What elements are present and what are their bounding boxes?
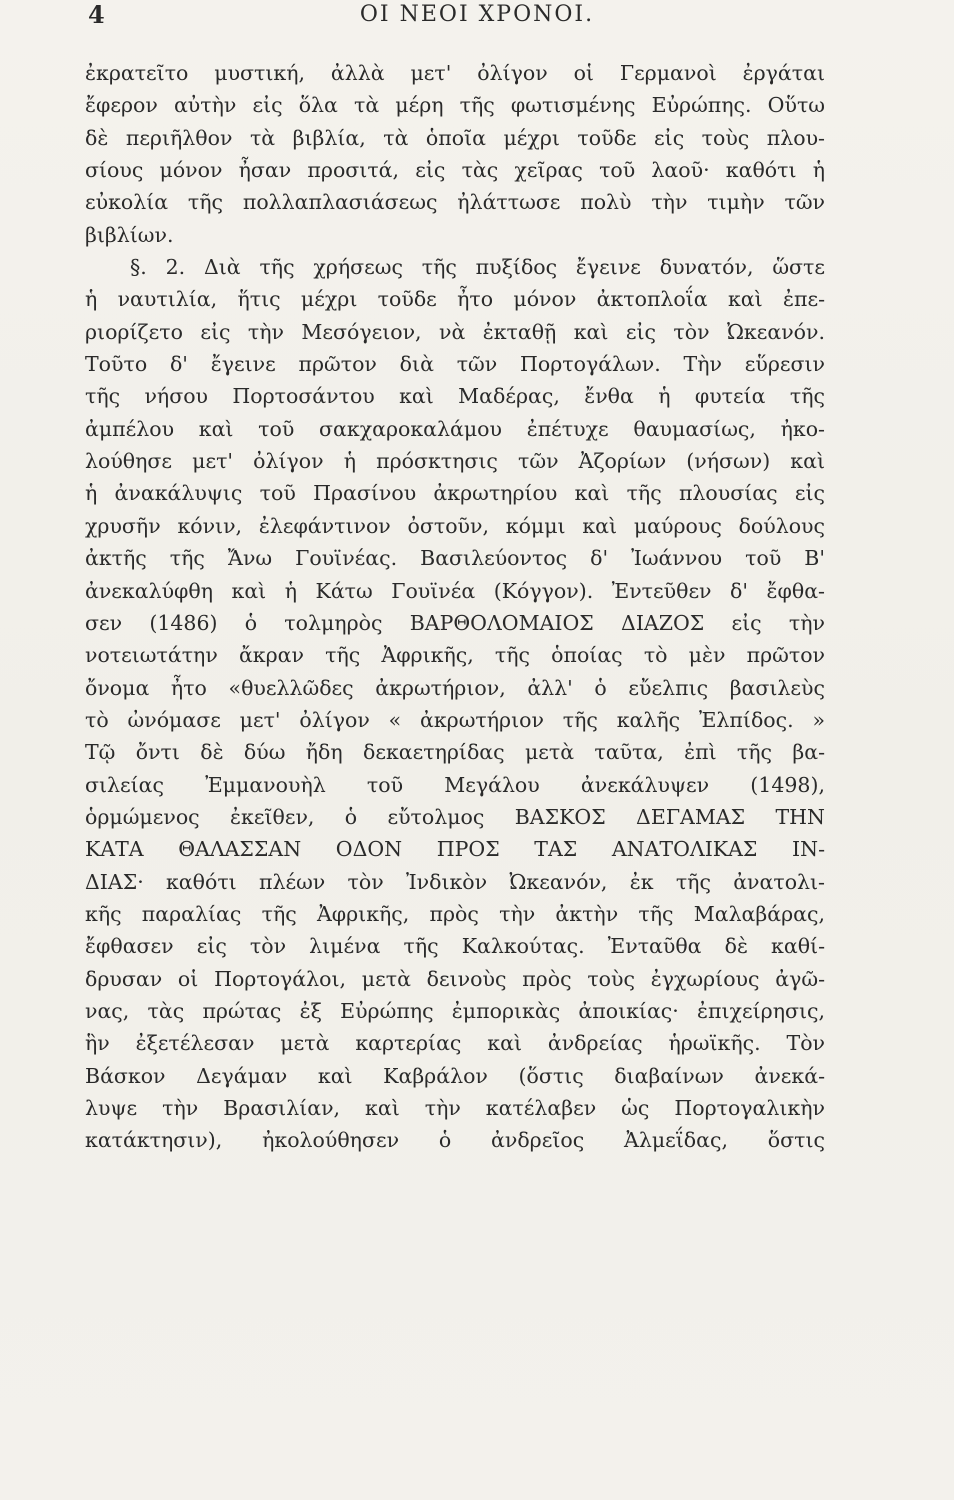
text-line: Βάσκον Δεγάμαν καὶ Καβράλον (ὅστις διαβαίνων ἀνεκά- bbox=[85, 1063, 825, 1088]
text-line: τὸ ὠνόμασε μετ' ὀλίγον « ἀκρωτήριον τῆς καλῆς Ἐλπίδος. » bbox=[85, 707, 825, 732]
text-line: εὐκολία τῆς πολλαπλασιάσεως ἠλάττωσε πολὺ τὴν τιμὴν τῶν bbox=[85, 190, 825, 215]
text-line: ἡ ναυτιλία, ἥτις μέχρι τοῦδε ἦτο μόνον ἀκτοπλοΐα καὶ ἐπε- bbox=[85, 287, 825, 312]
section-heading-line: §. 2. Διὰ τῆς χρήσεως τῆς πυξίδος ἔγεινε δυνατόν, ὥστε bbox=[130, 255, 825, 280]
text-line: ἔφερον αὐτὴν εἰς ὅλα τὰ μέρη τῆς φωτισμένης Εὐρώπης. Οὕτω bbox=[85, 93, 825, 118]
text-line: ΔΙΑΣ· καθότι πλέων τὸν Ἰνδικὸν Ὠκεανόν, ἐκ τῆς ἀνατολι- bbox=[85, 869, 825, 894]
text-line: σεν (1486) ὁ τολμηρὸς ΒΑΡΘΟΛΟΜΑΙΟΣ ΔΙΑΖΟΣ εἰς τὴν bbox=[85, 610, 825, 635]
page-number: 4 bbox=[88, 0, 105, 29]
text-line: Τῷ ὄντι δὲ δύω ἤδη δεκαετηρίδας μετὰ ταῦτα, ἐπὶ τῆς βα- bbox=[85, 740, 825, 765]
text-line: δρυσαν οἱ Πορτογάλοι, μετὰ δεινοὺς πρὸς τοὺς ἐγχωρίους ἀγῶ- bbox=[85, 966, 825, 991]
text-line: κατάκτησιν), ἠκολούθησεν ὁ ἀνδρεῖος Ἀλμεΐδας, ὅστις bbox=[85, 1128, 825, 1153]
text-line: τῆς νήσου Πορτοσάντου καὶ Μαδέρας, ἔνθα ἡ φυτεία τῆς bbox=[85, 384, 825, 409]
text-line: Τοῦτο δ' ἔγεινε πρῶτον διὰ τῶν Πορτογάλων. Τὴν εὕρεσιν bbox=[85, 352, 825, 377]
text-line: ἡ ἀνακάλυψις τοῦ Πρασίνου ἀκρωτηρίου καὶ τῆς πλουσίας εἰς bbox=[85, 481, 825, 506]
text-line: ἐκρατεῖτο μυστική, ἀλλὰ μετ' ὀλίγον οἱ Γερμανοὶ ἐργάται bbox=[85, 61, 825, 85]
body-text bbox=[85, 57, 825, 1157]
text-line: ἀκτῆς τῆς Ἄνω Γουϊνέας. Βασιλεύοντος δ' Ἰωάννου τοῦ Β' bbox=[85, 546, 825, 571]
text-line: δὲ περιῆλθον τὰ βιβλία, τὰ ὁποῖα μέχρι τοῦδε εἰς τοὺς πλου- bbox=[85, 125, 825, 150]
text-line: ΚΑΤΑ ΘΑΛΑΣΣΑΝ ΟΔΟΝ ΠΡΟΣ ΤΑΣ ΑΝΑΤΟΛΙΚΑΣ ΙΝ- bbox=[85, 837, 825, 862]
text-line: ριορίζετο εἰς τὴν Μεσόγειον, νὰ ἐκταθῇ καὶ εἰς τὸν Ὠκεανόν. bbox=[85, 319, 825, 344]
text-line: βιβλίων. bbox=[85, 222, 174, 247]
text-line: ὄνομα ἦτο «θυελλῶδες ἀκρωτήριον, ἀλλ' ὁ εὔελπις βασιλεὺς bbox=[85, 675, 825, 700]
text-line: ὁρμώμενος ἐκεῖθεν, ὁ εὔτολμος ΒΑΣΚΟΣ ΔΕΓΑΜΑΣ ΤΗΝ bbox=[85, 804, 825, 829]
text-line: χρυσῆν κόνιν, ἐλεφάντινον ὀστοῦν, κόμμι καὶ μαύρους δούλους bbox=[85, 513, 825, 538]
text-line: ἣν ἐξετέλεσαν μετὰ καρτερίας καὶ ἀνδρείας ἡρωϊκῆς. Τὸν bbox=[85, 1031, 825, 1056]
text-line: κῆς παραλίας τῆς Ἀφρικῆς, πρὸς τὴν ἀκτὴν τῆς Μαλαβάρας, bbox=[85, 901, 825, 926]
text-line: λυψε τὴν Βρασιλίαν, καὶ τὴν κατέλαβεν ὡς Πορτογαλικὴν bbox=[85, 1096, 825, 1120]
text-line: ἀνεκαλύφθη καὶ ἡ Κάτω Γουϊνέα (Κόγγον). Ἐντεῦθεν δ' ἔφθα- bbox=[85, 578, 825, 603]
text-line: ἔφθασεν εἰς τὸν λιμένα τῆς Καλκούτας. Ἐνταῦθα δὲ καθί- bbox=[85, 934, 825, 959]
running-title: ΟΙ ΝΕΟΙ ΧΡΟΝΟΙ. bbox=[359, 2, 595, 27]
text-line: ἀμπέλου καὶ τοῦ σακχαροκαλάμου ἐπέτυχε θαυμασίως, ἠκο- bbox=[85, 416, 825, 441]
text-line: σιλείας Ἐμμανουὴλ τοῦ Μεγάλου ἀνεκάλυψεν (1498), bbox=[85, 772, 825, 797]
text-line: σίους μόνον ἦσαν προσιτά, εἰς τὰς χεῖρας τοῦ λαοῦ· καθότι ἡ bbox=[85, 158, 825, 183]
text-line: νας, τὰς πρώτας ἐξ Εὐρώπης ἐμπορικὰς ἀποικίας· ἐπιχείρησις, bbox=[85, 998, 825, 1023]
text-line: λούθησε μετ' ὀλίγον ἡ πρόσκτησις τῶν Ἀζορίων (νήσων) καὶ bbox=[85, 449, 825, 474]
text-line: νοτειωτάτην ἄκραν τῆς Ἀφρικῆς, τῆς ὁποίας τὸ μὲν πρῶτον bbox=[85, 643, 825, 668]
page-header bbox=[0, 0, 954, 40]
